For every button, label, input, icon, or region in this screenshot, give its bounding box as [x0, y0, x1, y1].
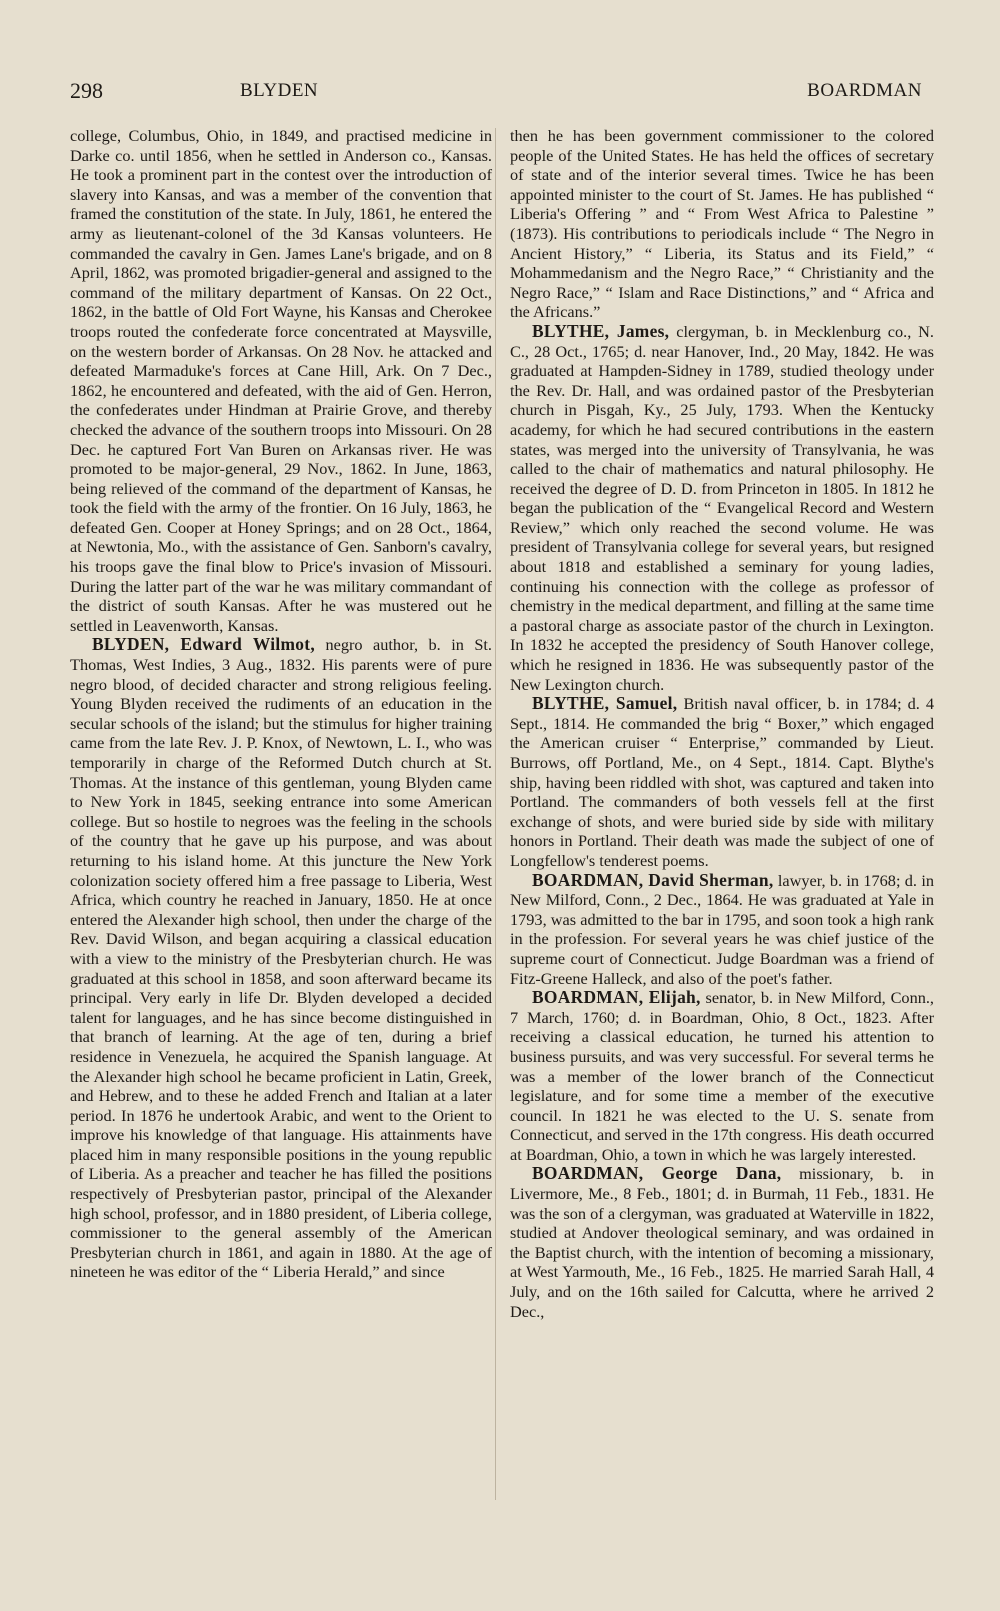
headword-blythe-samuel: BLYTHE, Samuel, [532, 693, 678, 714]
entry-blythe-james [510, 322, 934, 694]
entry-boardman-george [510, 1164, 934, 1321]
entry-boardman-elijah [510, 988, 934, 1164]
page-number: 298 [70, 78, 103, 103]
entry-boardman-elijah-text: senator, b. in New Milford, Conn., 7 March, 1760; d. in Boardman, Ohio, 8 Oct., 1823. After receiving a classical education, he turned his attention to business pursuits, and was very successful. For several terms he was a member of the lower branch of the Connecticut legislature, and for some time a member of the executive council. In 1821 he was elected to the U. S. senate from Connecticut, and served in the 17th congress. His death occurred at Boardman, Ohio, a town in which he was largely interested. [510, 988, 934, 1164]
entry-boardman-david [510, 871, 934, 989]
headword-boardman-david: BOARDMAN, David Sherman, [532, 869, 774, 890]
left-column [70, 126, 492, 1282]
running-head-left: BLYDEN [240, 80, 319, 101]
right-column [510, 126, 934, 1321]
entry-boardman-george-text: missionary, b. in Livermore, Me., 8 Feb., 1801; d. in Burmah, 11 Feb., 1831. He was the son of a clergyman, was graduated at Waterville in 1822, studied at Andover theological seminary, and was ordained in the Baptist church, with the intention of becoming a missionary, at West Yarmouth, Me., 16 Feb., 1825. He married Sarah Hall, 4 July, and on the 16th sailed for Calcutta, where he arrived 2 Dec., [510, 1164, 934, 1321]
entry-blythe-samuel [510, 694, 934, 870]
entry-blythe-samuel-text: British naval officer, b. in 1784; d. 4 Sept., 1814. He commanded the brig “ Boxer,” which engaged the American cruiser “ Enterprise,” commanded by Lieut. Burrows, off Portland, Me., on 4 Sept., 1814. Capt. Blythe's ship, having been riddled with shot, was captured and taken into Portland. The commanders of both vessels fell at the first exchange of shots, and were buried side by side with military honors in Portland. Their death was made the subject of one of Longfellow's tenderest poems. [510, 694, 934, 870]
headword-boardman-elijah: BOARDMAN, Elijah, [532, 987, 701, 1008]
entry-blyden-text: negro author, b. in St. Thomas, West Indies, 3 Aug., 1832. His parents were of pure negro blood, of decided character and strong religious feeling. Young Blyden received the rudiments of an education in the secular schools of the island; but the stimulus for higher training came from the late Rev. J. P. Knox, of Newtown, L. I., who was temporarily in charge of the Reformed Dutch church at St. Thomas. At the instance of this gentleman, young Blyden came to New York in 1845, seeking entrance into some American college. But so hostile to negroes was the feeling in the schools of the country that he gave up his purpose, and was about returning to his island home. At this juncture the New York colonization society offered him a free passage to Liberia, West Africa, which country he reached in January, 1850. He at once entered the Alexander high school, then under the charge of the Rev. David Wilson, and began acquiring a classical education with a view to the ministry of the Presbyterian church. He was graduated at this school in 1858, and soon afterward became its principal. Very early in life Dr. Blyden developed a decided talent for languages, and he has since become distinguished in that branch of learning. At the age of ten, during a brief residence in Venezuela, he acquired the Spanish language. At the Alexander high school he became proficient in Latin, Greek, and Hebrew, and to these he added French and Italian at a later period. In 1876 he undertook Arabic, and went to the Orient to improve his knowledge of that language. His attainments have placed him in many responsible positions in the young republic of Liberia. As a preacher and teacher he has filled the positions respectively of Presbyterian pastor, principal of the Alexander high school, professor, and in 1880 president, of Liberia college, commissioner to the general assembly of the American Presbyterian church in 1861, and again in 1880. At the age of nineteen he was editor of the “ Liberia Herald,” and since [70, 635, 492, 1282]
column-divider [495, 128, 496, 1500]
entry-continuation-left: college, Columbus, Ohio, in 1849, and practised medicine in Darke co. until 1856, when he settled in Anderson co., Kansas. He took a prominent part in the contest over the introduction of slavery into Kansas, and was a member of the convention that framed the constitution of the state. In July, 1861, he entered the army as lieutenant-colonel of the 3d Kansas volunteers. He commanded the cavalry in Gen. James Lane's brigade, and on 8 April, 1862, was promoted brigadier-general and assigned to the command of the military department of Kansas. On 22 Oct., 1862, in the battle of Old Fort Wayne, his Kansas and Cherokee troops routed the confederate force concentrated at Maysville, on the western border of Arkansas. On 28 Nov. he attacked and defeated Marmaduke's forces at Cane Hill, Ark. On 7 Dec., 1862, he encountered and defeated, with the aid of Gen. Herron, the confederates under Hindman at Prairie Grove, and thereby checked the advance of the southern troops into Missouri. On 28 Dec. he captured Fort Van Buren on Arkansas river. He was promoted to be major-general, 29 Nov., 1862. In June, 1863, being relieved of the command of the department of Kansas, he took the field with the army of the frontier. On 16 July, 1863, he defeated Gen. Cooper at Honey Springs; and on 28 Oct., 1864, at Newtonia, Mo., with the assistance of Gen. Sanborn's cavalry, his troops gave the final blow to Price's invasion of Missouri. During the latter part of the war he was military commandant of the district of south Kansas. After he was mustered out he settled in Leavenworth, Kansas. [70, 126, 492, 635]
headword-blythe-james: BLYTHE, James, [532, 320, 670, 341]
entry-blythe-james-text: clergyman, b. in Mecklenburg co., N. C., 28 Oct., 1765; d. near Hanover, Ind., 20 May, 1842. He was graduated at Hampden-Sidney in 1789, studied theology under the Rev. Dr. Hall, and was ordained pastor of the Presbyterian church in Pisgah, Ky., 25 July, 1793. When the Kentucky academy, for which he had secured contributions in the eastern states, was merged into the university of Transylvania, he was called to the chair of mathematics and natural philosophy. He received the degree of D. D. from Princeton in 1805. In 1812 he began the publication of the “ Evangelical Record and Western Review,” which only reached the second volume. He was president of Transylvania college for several years, but resigned about 1818 and established a seminary for young ladies, continuing his connection with the college as professor of chemistry in the medical department, and filling at the same time a pastoral charge as associate pastor of the church in Lexington. In 1832 he accepted the presidency of South Hanover college, which he resigned in 1836. He was subsequently pastor of the New Lexington church. [510, 321, 934, 694]
entry-boardman-david-text: lawyer, b. in 1768; d. in New Milford, Conn., 2 Dec., 1864. He was graduated at Yale in 1793, was admitted to the bar in 1795, and soon took a high rank in the profession. For several years he was chief justice of the supreme court of Connecticut. Judge Boardman was a friend of Fitz-Greene Halleck, and also of the poet's father. [510, 870, 934, 988]
entry-continuation-right: then he has been government commissioner to the colored people of the United States. He has held the offices of secretary of state and of the interior several times. Twice he has been appointed minister to the court of St. James. He has published “ Liberia's Offering ” and “ From West Africa to Palestine ” (1873). His contributions to periodicals include “ The Negro in Ancient History,” “ Liberia, its Status and its Field,” “ Mohammedanism and the Negro Race,” “ Christianity and the Negro Race,” “ Islam and Race Distinctions,” and “ Africa and the Africans.” [510, 126, 934, 322]
running-head-right: BOARDMAN [807, 80, 922, 101]
running-head [70, 78, 930, 108]
entry-blyden [70, 635, 492, 1282]
headword-boardman-george: BOARDMAN, George Dana, [532, 1163, 782, 1184]
headword-blyden: BLYDEN, Edward Wilmot, [92, 634, 315, 655]
